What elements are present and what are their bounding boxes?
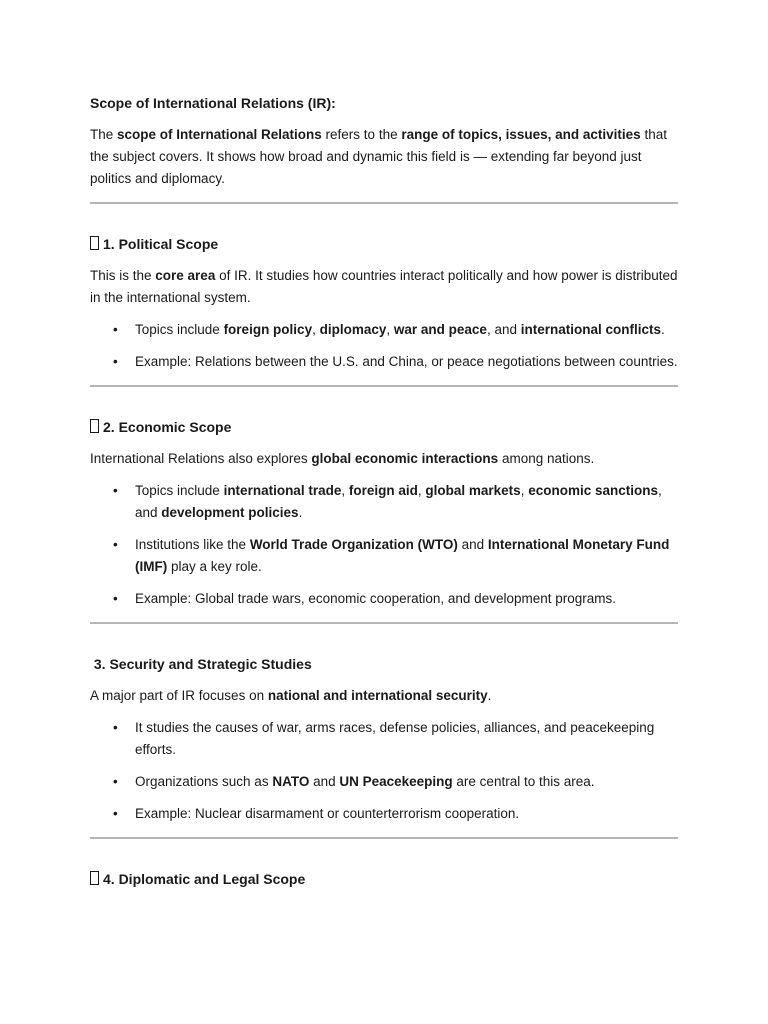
bold-text: international trade [223, 483, 342, 498]
list-item: • It studies the causes of war, arms races, defense policies, alliances, and peacekeeping efforts. [90, 717, 678, 761]
text: , and [486, 322, 521, 337]
bold-text: core area [155, 268, 216, 283]
page-title: Scope of International Relations (IR): [90, 95, 336, 111]
section-heading-security: 3. Security and Strategic Studies [90, 656, 312, 672]
list-item [90, 534, 678, 578]
text: , [520, 483, 529, 498]
bullet-list [90, 480, 678, 610]
bold-text: International Monetary Fund (IMF) [135, 537, 670, 574]
bold-text: economic sanctions [528, 483, 658, 498]
bold-text: foreign aid [348, 483, 418, 498]
section-paragraph [90, 685, 678, 707]
text: Institutions like the [135, 537, 250, 552]
text: , and [135, 483, 662, 520]
section-paragraph [90, 448, 678, 470]
text: , [386, 322, 394, 337]
text: of IR. It studies how countries interact politically and how power is distributed in the international system. [90, 268, 678, 305]
text: that the subject covers. It shows how broad and dynamic this field is — extending far beyond just politics and diplomacy. [90, 127, 667, 186]
bold-text: World Trade Organization (WTO) [249, 537, 458, 552]
text: . [487, 688, 492, 703]
missing-glyph-icon [90, 236, 99, 250]
text: This is the [90, 268, 156, 283]
missing-glyph-icon [90, 871, 99, 885]
bold-text: war and peace [393, 322, 487, 337]
list-item [90, 480, 678, 524]
list-item: • Example: Relations between the U.S. and China, or peace negotiations between countries. [90, 351, 678, 373]
text: refers to the [321, 127, 402, 142]
bullet-list [90, 319, 678, 373]
section-heading-text: 2. Economic Scope [103, 419, 232, 435]
text: play a key role. [167, 559, 262, 574]
bold-text: NATO [272, 774, 310, 789]
bold-text: international conflicts [520, 322, 661, 337]
bold-text: diplomacy [319, 322, 387, 337]
bold-text: foreign policy [223, 322, 313, 337]
section-paragraph [90, 265, 678, 309]
bold-text: global markets [425, 483, 521, 498]
text: among nations. [498, 451, 595, 466]
list-item [90, 771, 678, 793]
text: The [90, 127, 118, 142]
bold-text: national and international security [267, 688, 488, 703]
bold-text: scope of International Relations [117, 127, 322, 142]
document-body [90, 92, 678, 890]
text: Topics include [135, 483, 224, 498]
text: A major part of IR focuses on [90, 688, 268, 703]
bold-text: development policies [161, 505, 299, 520]
text: . [661, 322, 665, 337]
section-heading-economic [90, 416, 678, 438]
text: , [341, 483, 349, 498]
missing-glyph-icon [90, 419, 99, 433]
text: and [457, 537, 488, 552]
bold-text: global economic interactions [311, 451, 499, 466]
list-item [90, 319, 678, 341]
bold-text: UN Peacekeeping [339, 774, 453, 789]
section-heading-text: 1. Political Scope [103, 236, 219, 252]
intro-paragraph [90, 124, 678, 190]
text: are central to this area. [452, 774, 595, 789]
text: , [417, 483, 426, 498]
bullet-list [90, 717, 678, 825]
section-heading-text: 4. Diplomatic and Legal Scope [103, 871, 306, 887]
text: , [312, 322, 320, 337]
text: Organizations such as [135, 774, 273, 789]
list-item: • Example: Nuclear disarmament or counterterrorism cooperation. [90, 803, 678, 825]
text: . [298, 505, 303, 520]
section-heading-diplomatic [90, 868, 678, 890]
text: and [309, 774, 340, 789]
bold-text: range of topics, issues, and activities [401, 127, 641, 142]
text: Topics include [135, 322, 224, 337]
list-item: • Example: Global trade wars, economic cooperation, and development programs. [90, 588, 678, 610]
section-heading-political [90, 233, 678, 255]
text: International Relations also explores [90, 451, 312, 466]
